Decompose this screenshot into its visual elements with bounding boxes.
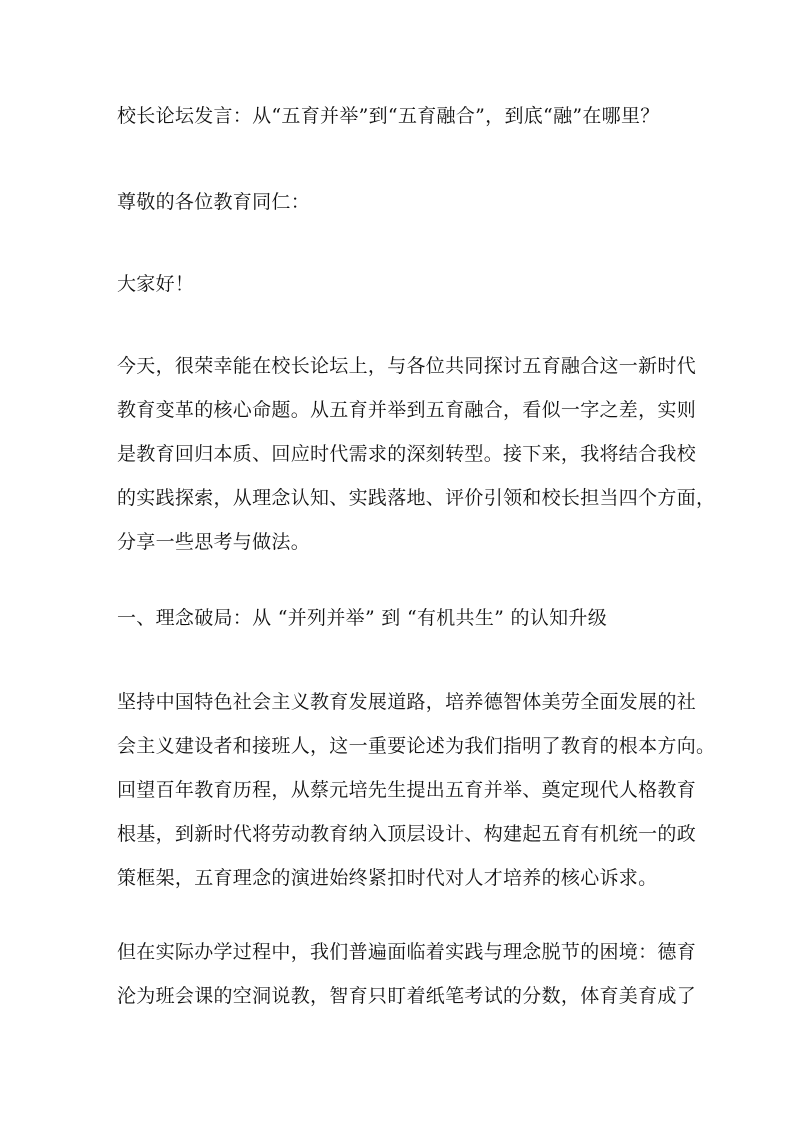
salutation: 尊敬的各位教育同仁： [117,191,311,213]
paragraph-line: 沦为班会课的空洞说教，智育只盯着纸笔考试的分数，体育美育成了 [117,985,697,1007]
section-heading: 一、理念破局：从 “并列并举” 到 “有机共生” 的认知升级 [117,607,608,629]
paragraph-line: 策框架，五育理念的演进始终紧扣时代对人才培养的核心诉求。 [117,867,658,889]
paragraph-line: 根基，到新时代将劳动教育纳入顶层设计、构建起五育有机统一的政 [117,823,697,845]
paragraph-line: 回望百年教育历程，从蔡元培先生提出五育并举、奠定现代人格教育 [117,779,697,801]
document-title: 校长论坛发言：从“五育并举”到“五育融合”，到底“融”在哪里？ [117,105,660,127]
paragraph-line: 是教育回归本质、回应时代需求的深刻转型。接下来，我将结合我校 [117,443,697,465]
paragraph-line: 坚持中国特色社会主义教育发展道路，培养德智体美劳全面发展的社 [117,691,697,713]
paragraph-line: 今天，很荣幸能在校长论坛上，与各位共同探讨五育融合这一新时代 [117,355,697,377]
paragraph-line: 会主义建设者和接班人，这一重要论述为我们指明了教育的根本方向。 [117,735,716,757]
paragraph-line: 分享一些思考与做法。 [117,531,311,553]
paragraph-line: 的实践探索，从理念认知、实践落地、评价引领和校长担当四个方面， [117,487,716,509]
paragraph-line: 但在实际办学过程中，我们普遍面临着实践与理念脱节的困境：德育 [117,941,697,963]
greeting: 大家好！ [117,273,195,295]
paragraph-line: 教育变革的核心命题。从五育并举到五育融合，看似一字之差，实则 [117,399,697,421]
